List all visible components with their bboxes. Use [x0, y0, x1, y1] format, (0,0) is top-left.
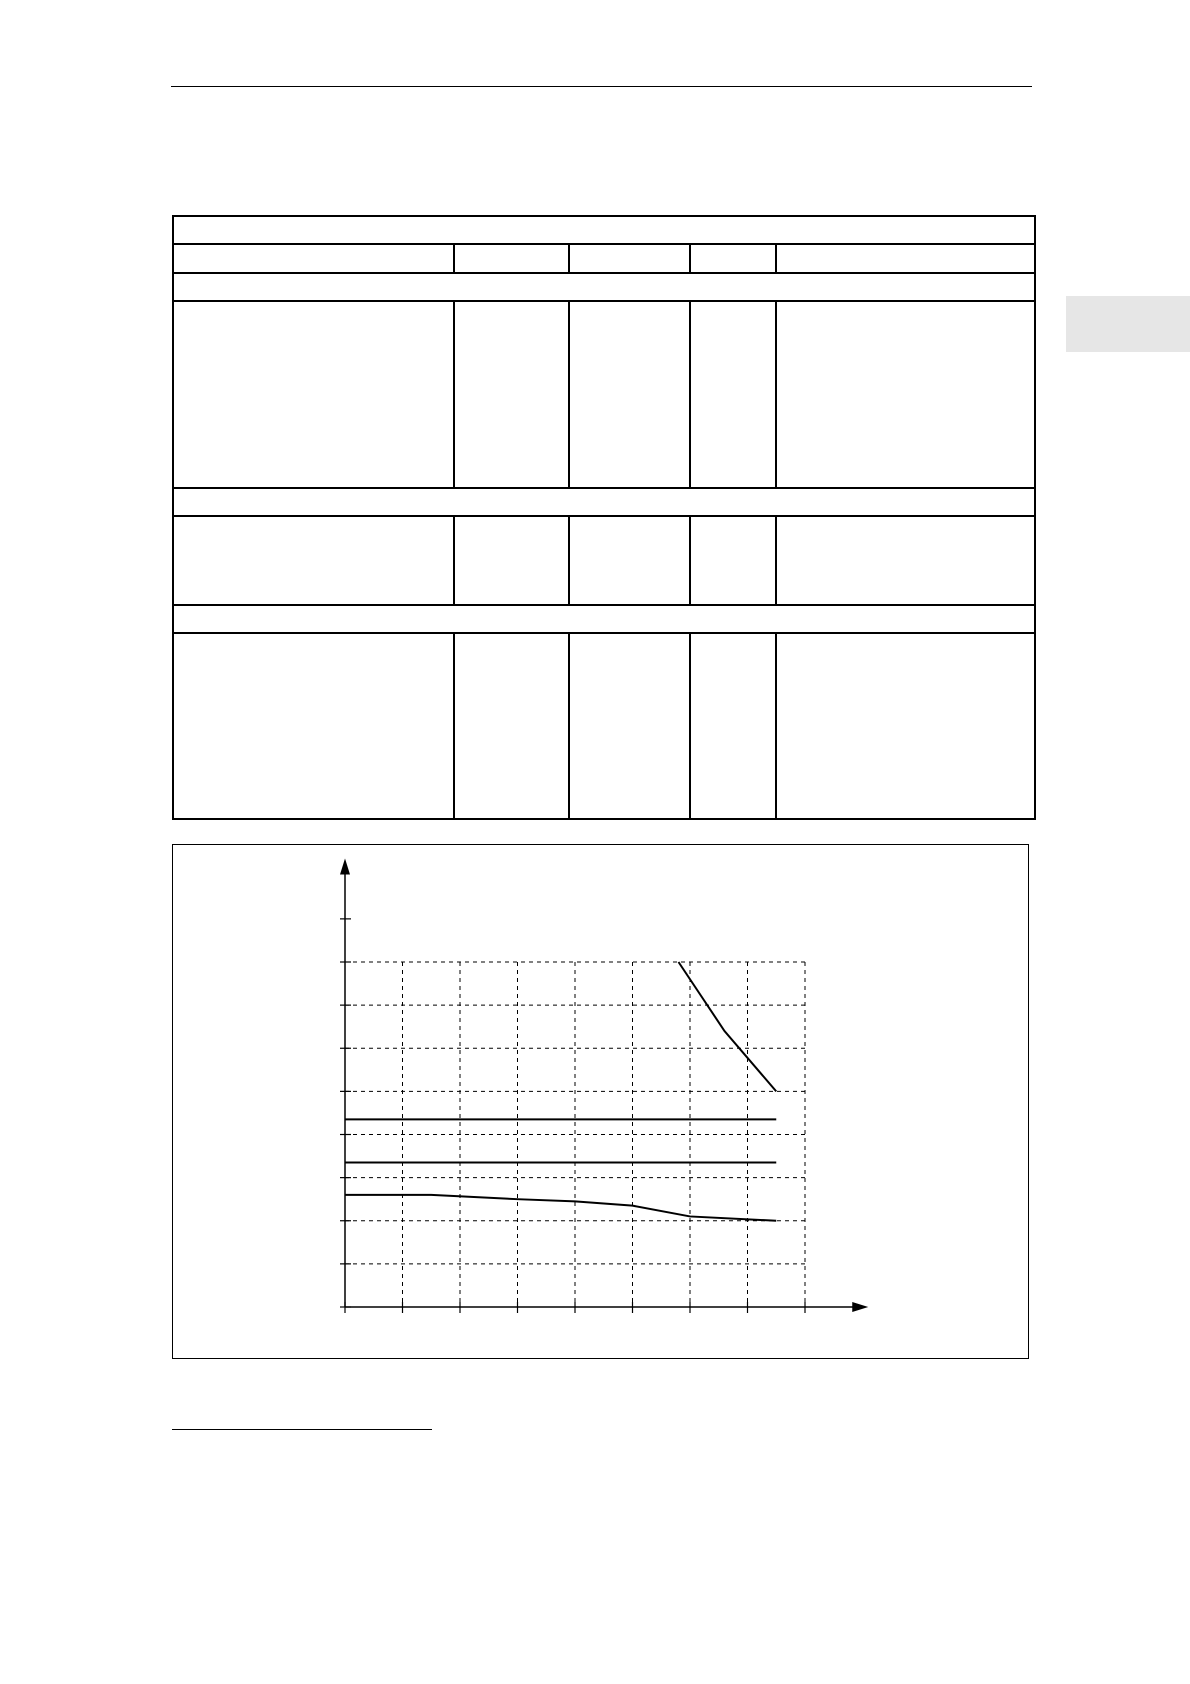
series-line-4	[345, 1195, 776, 1221]
section-row	[173, 273, 1035, 301]
section-cell	[173, 273, 1035, 301]
spec-table	[172, 215, 1036, 820]
section-row	[173, 605, 1035, 633]
series-line-1	[679, 962, 777, 1091]
table-row	[173, 301, 1035, 488]
table-cell	[454, 301, 569, 488]
table-cell	[454, 633, 569, 819]
table-cell	[454, 516, 569, 604]
table-row	[173, 633, 1035, 819]
header-cell	[776, 244, 1035, 272]
header-cell	[454, 244, 569, 272]
table-title-row	[173, 216, 1035, 244]
header-cell	[569, 244, 690, 272]
table-cell	[569, 516, 690, 604]
chart-svg	[173, 845, 1030, 1360]
table-cell	[173, 516, 454, 604]
table-header-row	[173, 244, 1035, 272]
table-title-cell	[173, 216, 1035, 244]
chart-ticks	[340, 919, 805, 1313]
section-cell	[173, 488, 1035, 516]
chart-axes	[340, 859, 868, 1313]
section-cell	[173, 605, 1035, 633]
chart-frame	[172, 844, 1029, 1359]
header-cell	[690, 244, 776, 272]
table-cell	[173, 301, 454, 488]
x-axis-arrow	[852, 1302, 868, 1312]
section-row	[173, 488, 1035, 516]
table-cell	[690, 633, 776, 819]
chart-grid	[345, 962, 805, 1307]
table-cell	[776, 301, 1035, 488]
table-cell	[569, 301, 690, 488]
table-cell	[569, 633, 690, 819]
table-cell	[690, 301, 776, 488]
y-axis-arrow	[340, 859, 350, 875]
header-rule	[171, 86, 1032, 87]
header-cell	[173, 244, 454, 272]
table-cell	[173, 633, 454, 819]
table-row	[173, 516, 1035, 604]
table-cell	[690, 516, 776, 604]
table-cell	[776, 633, 1035, 819]
table-cell	[776, 516, 1035, 604]
footnote-rule	[172, 1429, 432, 1430]
chapter-tab	[1066, 296, 1190, 352]
